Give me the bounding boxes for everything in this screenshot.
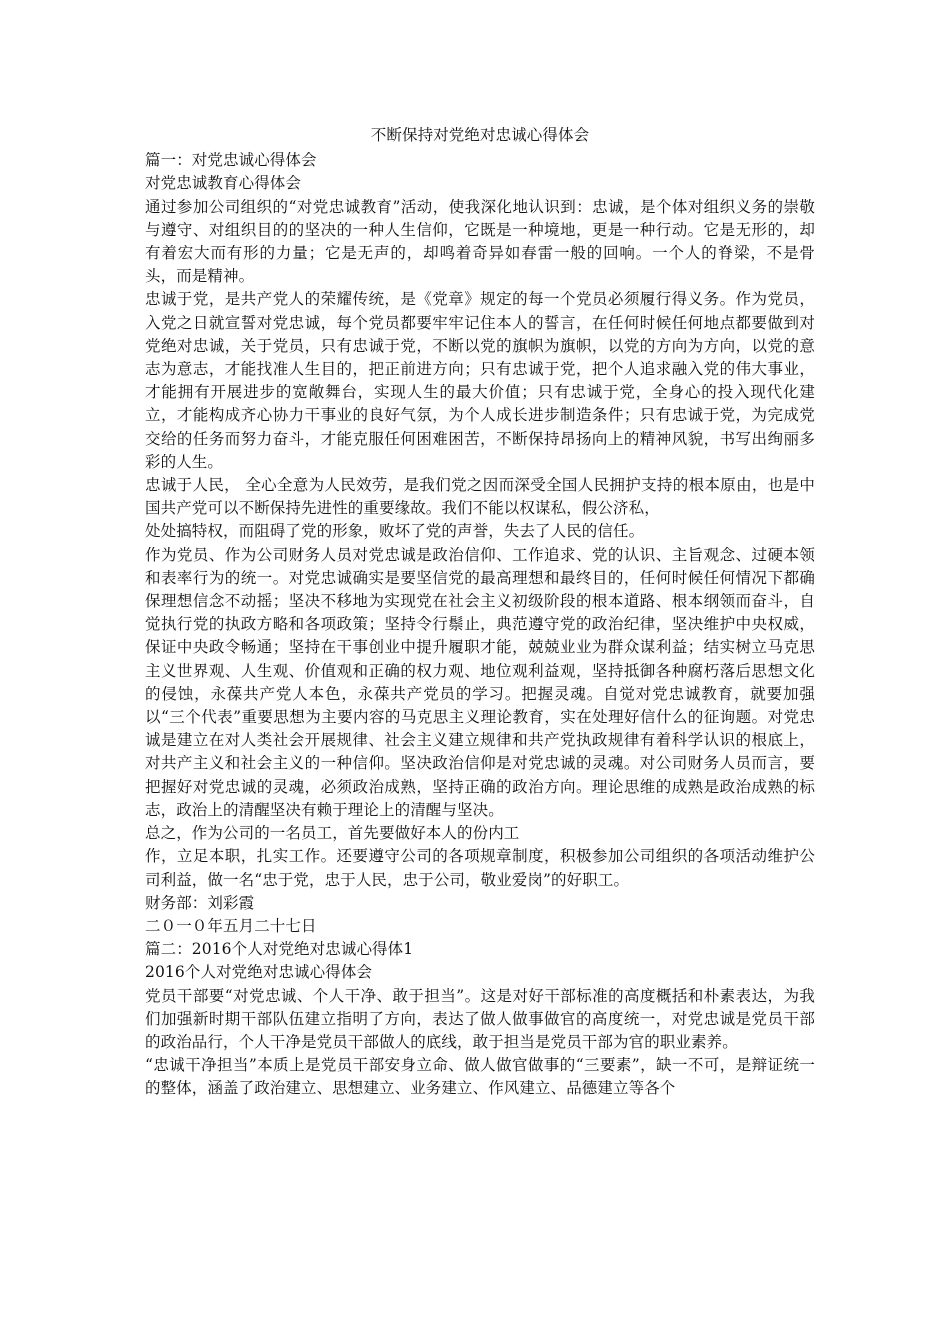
date: 二０一０年五月二十七日 (145, 916, 317, 935)
part2-heading: 篇二：2016个人对党绝对忠诚心得体1 (145, 940, 414, 959)
signature: 财务部：刘彩霞 (145, 893, 255, 912)
paragraph-4: 作为党员、作为公司财务人员对党忠诚是政治信仰、工作追求、党的认识、主旨观念、过硬本领和表率行为的统一。对党忠诚确实是要坚信党的最高理想和最终目的，任何时候任何情况下都确保理想信念不动摇；坚决不移地为实现党在社会主义初级阶段的根本道路、根本纲领而奋斗，自觉执行党的执政方略和各项政策；坚持令行鬃止，典范遵守党的政治纪律，坚决维护中央权威，保证中央政令畅通；坚持在干事创业中提升履职才能，兢兢业业为群众谋利益；结实树立马克思主义世界观、人生观、价值观和正确的权力观、地位观利益观，坚持抵御各种腐朽落后思想文化的侵蚀，永葆共产党人本色，永葆共产党员的学习。把握灵魂。自觉对党忠诚教育，就要加强以“三个代表”重要思想为主要内容的马克思主义理论教育，实在处理好信什么的征询题。对党忠诚是建立在对人类社会开展规律、社会主义建立规律和共产党执政规律有着科学认识的根底上，对共产主义和社会主义的一种信仰。坚决政治信仰是对党忠诚的灵魂。对公司财务人员而言，要把握好对党忠诚的灵魂，必须政治成熟，坚持正确的政治方向。理论思维的成熟是政治成熟的标志，政治上的清醒坚决有赖于理论上的清醒与坚决。 (145, 545, 815, 819)
document-title: 不断保持对党绝对忠诚心得体会 (370, 126, 590, 144)
paragraph-3b: 处处搞特权，而阻碍了党的形象，败坏了党的声誉，失去了人民的信任。 (145, 522, 645, 541)
paragraph-5b: 作，立足本职，扎实工作。还要遵守公司的各项规章制度，积极参加公司组织的各项活动维护公司利益，做一名“忠于党，忠于人民，忠于公司，敬业爱岗”的好职工。 (145, 847, 815, 889)
part1-subheading: 对党忠诚教育心得体会 (145, 174, 302, 193)
paragraph-5a: 总之，作为公司的一名员工，首先要做好本人的份内工 (145, 824, 520, 843)
paragraph-2: 忠诚于党，是共产党人的荣耀传统，是《党章》规定的每一个党员必须履行得义务。作为党员，入党之日就宣誓对党忠诚，每个党员都要牢牢记住本人的誓言，在任何时候任何地点都要做到对党绝对忠诚，关于党员，只有忠诚于党，不断以党的旗帜为旗帜，以党的方向为方向，以党的意志为意志，才能找准人生目的，把正前进方向；只有忠诚于党，把个人追求融入党的伟大事业，才能拥有开展进步的宽敞舞台，实现人生的最大价值；只有忠诚于党，全身心的投入现代化建立，才能构成齐心协力干事业的良好气氛，为个人成长进步制造条件；只有忠诚于党，为完成党交给的任务而努力奋斗，才能克服任何困难困苦，不断保持昂扬向上的精神风貌，书写出绚丽多彩的人生。 (145, 290, 815, 471)
document-page (145, 124, 815, 1101)
paragraph-1: 通过参加公司组织的“对党忠诚教育”活动，使我深化地认识到：忠诚，是个体对组织义务的崇敬与遵守、对组织目的的坚决的一种人生信仰，它既是一种境地，更是一种行动。它是无形的，却有着宏大而有形的力量；它是无声的，却鸣着奇异如春雷一般的回响。一个人的脊梁，不是骨头，而是精神。 (145, 197, 815, 286)
part1-heading: 篇一：对党忠诚心得体会 (145, 151, 317, 170)
paragraph-3a: 忠诚于人民， 全心全意为人民效劳，是我们党之因而深受全国人民拥护支持的根本原由，也是中国共产党可以不断保持先进性的重要缘故。我们不能以权谋私，假公济私， (145, 476, 815, 518)
paragraph-7: “忠诚干净担当”本质上是党员干部安身立命、做人做官做事的“三要素”，缺一不可，是辩证统一的整体，涵盖了政治建立、思想建立、业务建立、作风建立、品德建立等各个 (145, 1056, 815, 1098)
part2-subheading: 2016个人对党绝对忠诚心得体会 (145, 963, 373, 982)
paragraph-6: 党员干部要“对党忠诚、个人干净、敢于担当”。这是对好干部标准的高度概括和朴素表达，为我们加强新时期干部队伍建立指明了方向，表达了做人做事做官的高度统一，对党忠诚是党员干部的政治品行，个人干净是党员干部做人的底线，敢于担当是党员干部为官的职业素养。 (145, 986, 815, 1051)
